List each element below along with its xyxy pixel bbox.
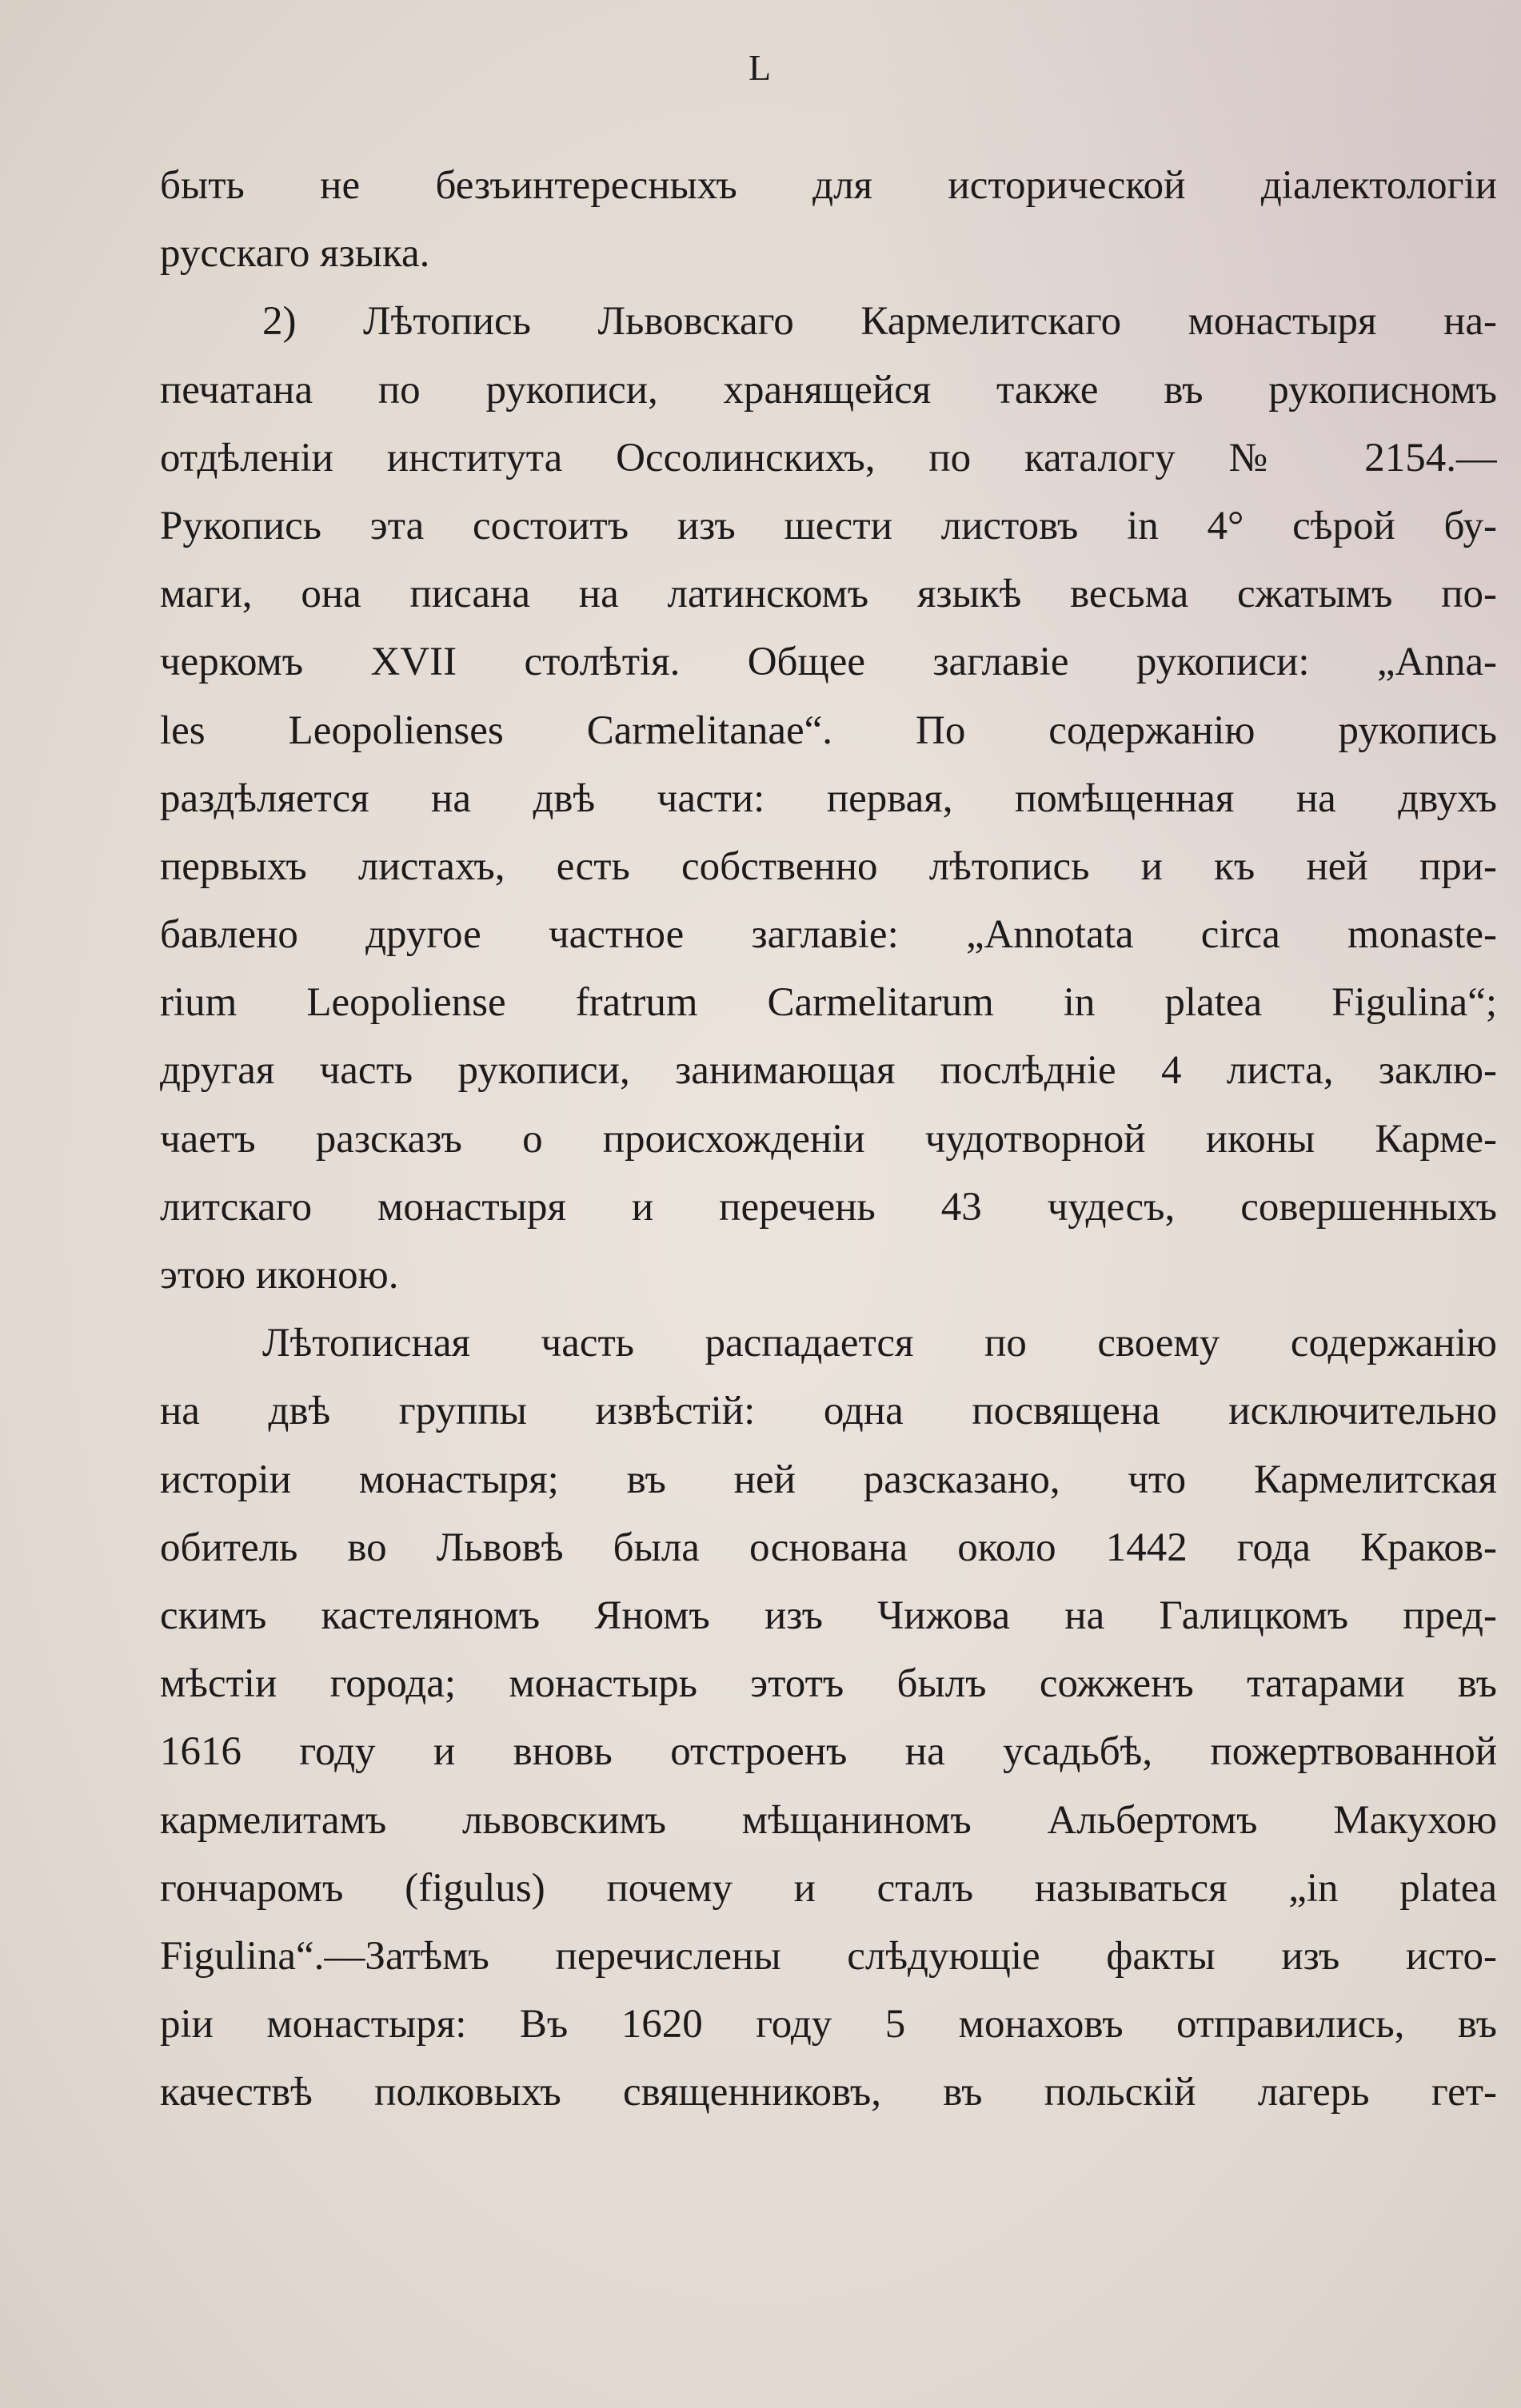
body-text (160, 152, 1497, 2127)
text-line: маги, она писана на латинскомъ языкѣ весьма сжатымъ по- (160, 572, 1497, 617)
text-line: черкомъ XVII столѣтія. Общее заглавіе рукописи: „Anna- (160, 640, 1497, 685)
text-line: литскаго монастыря и перечень 43 чудесъ, совершенныхъ (160, 1184, 1497, 1230)
text-line: этою иконою. (160, 1253, 399, 1298)
text-line: быть не безъинтересныхъ для исторической діалектологіи (160, 163, 1497, 208)
text-line: качествѣ полковыхъ священниковъ, въ польскій лагерь гет- (160, 2070, 1497, 2115)
text-line: les Leopolienses Carmelitanae“. По содержанію рукопись (160, 708, 1497, 753)
text-line: исторіи монастыря; въ ней разсказано, что Кармелитская (160, 1457, 1497, 1502)
text-line: Лѣтописная часть распадается по своему содержанію (262, 1321, 1497, 1366)
text-line: другая часть рукописи, занимающая послѣдніе 4 листа, заклю- (160, 1048, 1497, 1094)
text-line: на двѣ группы извѣстій: одна посвящена исключительно (160, 1389, 1497, 1434)
text-line: бавлено другое частное заглавіе: „Annotata circa monaste- (160, 912, 1497, 958)
text-line: 1616 году и вновь отстроенъ на усадьбѣ, пожертвованной (160, 1729, 1497, 1775)
text-line: Рукопись эта состоитъ изъ шести листовъ in 4° сѣрой бу- (160, 503, 1497, 548)
text-line: ріи монастыря: Въ 1620 году 5 монаховъ отправились, въ (160, 2002, 1497, 2047)
text-line: чаетъ разсказъ о происхожденіи чудотворной иконы Карме- (160, 1116, 1497, 1162)
text-line: обитель во Львовѣ была основана около 1442 года Краков- (160, 1525, 1497, 1570)
text-line: rium Leopoliense fratrum Carmelitarum in platea Figulina“; (160, 980, 1497, 1026)
text-line: первыхъ листахъ, есть собственно лѣтопись и къ ней при- (160, 843, 1497, 889)
text-line: гончаромъ (figulus) почему и сталъ называться „in platea (160, 1865, 1497, 1911)
text-line: печатана по рукописи, хранящейся также въ рукописномъ (160, 367, 1497, 413)
text-line: скимъ кастеляномъ Яномъ изъ Чижова на Галицкомъ пред- (160, 1593, 1497, 1638)
text-line: раздѣляется на двѣ части: первая, помѣщенная на двухъ (160, 775, 1497, 821)
text-line: 2) Лѣтопись Львовскаго Кармелитскаго монастыря на- (262, 299, 1497, 345)
page-number: L (748, 47, 773, 88)
text-line: мѣстіи города; монастырь этотъ былъ сожженъ татарами въ (160, 1661, 1497, 1707)
text-line: отдѣленіи института Оссолинскихъ, по каталогу № 2154.— (160, 435, 1497, 480)
text-line: кармелитамъ львовскимъ мѣщаниномъ Альбертомъ Макухою (160, 1797, 1497, 1843)
text-line: Figulina“.—Затѣмъ перечислены слѣдующіе факты изъ исто- (160, 1933, 1497, 1979)
text-line: русскаго языка. (160, 231, 430, 277)
